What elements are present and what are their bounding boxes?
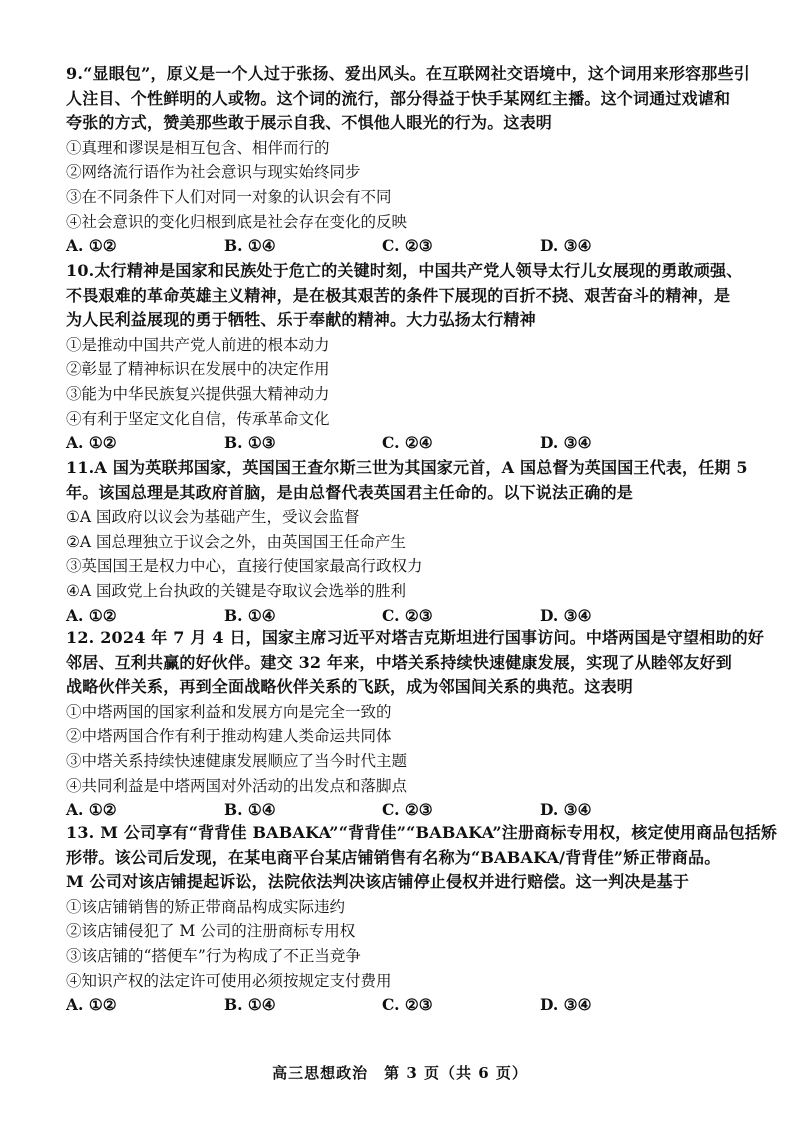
question-stem-line: 12. 2024 年 7 月 4 日，国家主席习近平对塔吉克斯坦进行国事访问。中塔两国是守望相助的好: [66, 628, 765, 647]
answer-choices: [66, 604, 756, 629]
choice-a: A. ①②: [66, 433, 117, 453]
question-13: [66, 821, 778, 1018]
statement-option: ③中塔关系持续快速健康发展顺应了当今时代主题: [66, 751, 408, 770]
choice-a: A. ①②: [66, 236, 117, 256]
statement-option: ④有利于坚定文化自信，传承革命文化: [66, 409, 330, 428]
question-stem-line: 11.A 国为英联邦国家，英国国王查尔斯三世为其国家元首，A 国总督为英国国王代表，任期 5: [66, 458, 748, 477]
answer-choices: [66, 993, 756, 1018]
statement-option: ②中塔两国合作有利于推动构建人类命运共同体: [66, 727, 392, 746]
statement-option: ④知识产权的法定许可使用必须按规定支付费用: [66, 971, 392, 990]
statement-option: ①真理和谬误是相互包含、相伴而行的: [66, 138, 330, 157]
choice-d: D. ③④: [540, 605, 592, 625]
statement-option: ②该店铺侵犯了 M 公司的注册商标专用权: [66, 922, 356, 941]
question-stem-line: 夸张的方式，赞美那些敢于展示自我、不惧他人眼光的行为。这表明: [66, 113, 553, 133]
statement-option: ③能为中华民族复兴提供强大精神动力: [66, 384, 330, 403]
choice-c: C. ②③: [382, 605, 433, 625]
answer-choices: [66, 234, 756, 259]
question-stem-line: M 公司对该店铺提起诉讼，法院依法判决该店铺停止侵权并进行赔偿。这一判决是基于: [66, 872, 690, 892]
statement-option: ④A 国政党上台执政的关键是夺取议会选举的胜利: [66, 581, 407, 600]
question-stem-line: 9.“显眼包”，原义是一个人过于张扬、爱出风头。在互联网社交语境中，这个词用来形容那些引: [66, 64, 750, 83]
question-stem-line: 10.太行精神是国家和民族处于危亡的关键时刻，中国共产党人领导太行儿女展现的勇敢顽强、: [66, 261, 743, 280]
choice-d: D. ③④: [540, 236, 592, 256]
question-stem-line: 为人民利益展现的勇于牺牲、乐于奉献的精神。大力弘扬太行精神: [66, 310, 536, 330]
question-stem-line: 人注目、个性鲜明的人或物。这个词的流行，部分得益于快手某网红主播。这个词通过戏谑和: [66, 88, 731, 108]
choice-a: A. ①②: [66, 800, 117, 820]
statement-option: ②彰显了精神标识在发展中的决定作用: [66, 360, 330, 379]
choice-a: A. ①②: [66, 995, 117, 1015]
statement-option: ④共同利益是中塔两国对外活动的出发点和落脚点: [66, 776, 408, 795]
statement-option: ②A 国总理独立于议会之外，由英国国王任命产生: [66, 532, 407, 551]
statement-option: ①该店铺销售的矫正带商品构成实际违约: [66, 897, 346, 916]
question-stem-line: 不畏艰难的革命英雄主义精神，是在极其艰苦的条件下展现的百折不挠、艰苦奋斗的精神，是: [66, 285, 731, 305]
choice-b: B. ①④: [224, 995, 276, 1015]
question-stem-line: 13. M 公司享有“背背佳 BABAKA”“背背佳”“BABAKA”注册商标专用权，核定使用商品包括矫: [66, 823, 778, 842]
choice-b: B. ①④: [224, 605, 276, 625]
answer-choices: [66, 431, 756, 456]
statement-option: ①A 国政府以议会为基础产生，受议会监督: [66, 508, 360, 527]
statement-option: ②网络流行语作为社会意识与现实始终同步: [66, 163, 361, 182]
choice-b: B. ①④: [224, 236, 276, 256]
question-9: [66, 62, 756, 259]
choice-b: B. ①③: [224, 433, 276, 453]
question-stem-line: 邻居、互利共赢的好伙伴。建交 32 年来，中塔关系持续快速健康发展，实现了从睦邻友好到: [66, 652, 733, 672]
statement-option: ③在不同条件下人们对同一对象的认识会有不同: [66, 187, 392, 206]
question-12: [66, 626, 765, 823]
statement-option: ①中塔两国的国家利益和发展方向是完全一致的: [66, 702, 392, 721]
choice-c: C. ②④: [382, 433, 433, 453]
choice-c: C. ②③: [382, 236, 433, 256]
choice-b: B. ①④: [224, 800, 276, 820]
statement-option: ③英国国王是权力中心，直接行使国家最高行政权力: [66, 557, 423, 576]
choice-c: C. ②③: [382, 800, 433, 820]
choice-c: C. ②③: [382, 995, 433, 1015]
choice-a: A. ①②: [66, 605, 117, 625]
choice-d: D. ③④: [540, 800, 592, 820]
statement-option: ①是推动中国共产党人前进的根本动力: [66, 335, 330, 354]
choice-d: D. ③④: [540, 995, 592, 1015]
question-11: [66, 456, 756, 628]
choice-d: D. ③④: [540, 433, 592, 453]
question-10: [66, 259, 756, 456]
question-stem-line: 年。该国总理是其政府首脑，是由总督代表英国君主任命的。以下说法正确的是: [66, 482, 634, 502]
statement-option: ③该店铺的“搭便车”行为构成了不正当竞争: [66, 946, 361, 965]
statement-option: ④社会意识的变化归根到底是社会存在变化的反映: [66, 212, 408, 231]
answer-choices: [66, 798, 756, 823]
question-stem-line: 战略伙伴关系，再到全面战略伙伴关系的飞跃，成为邻国间关系的典范。这表明: [66, 677, 634, 697]
question-stem-line: 形带。该公司后发现，在某电商平台某店铺销售有名称为“BABAKA/背背佳”矫正带商品。: [66, 847, 721, 867]
page-footer: 高三思想政治 第 3 页（共 6 页）: [272, 1064, 528, 1082]
